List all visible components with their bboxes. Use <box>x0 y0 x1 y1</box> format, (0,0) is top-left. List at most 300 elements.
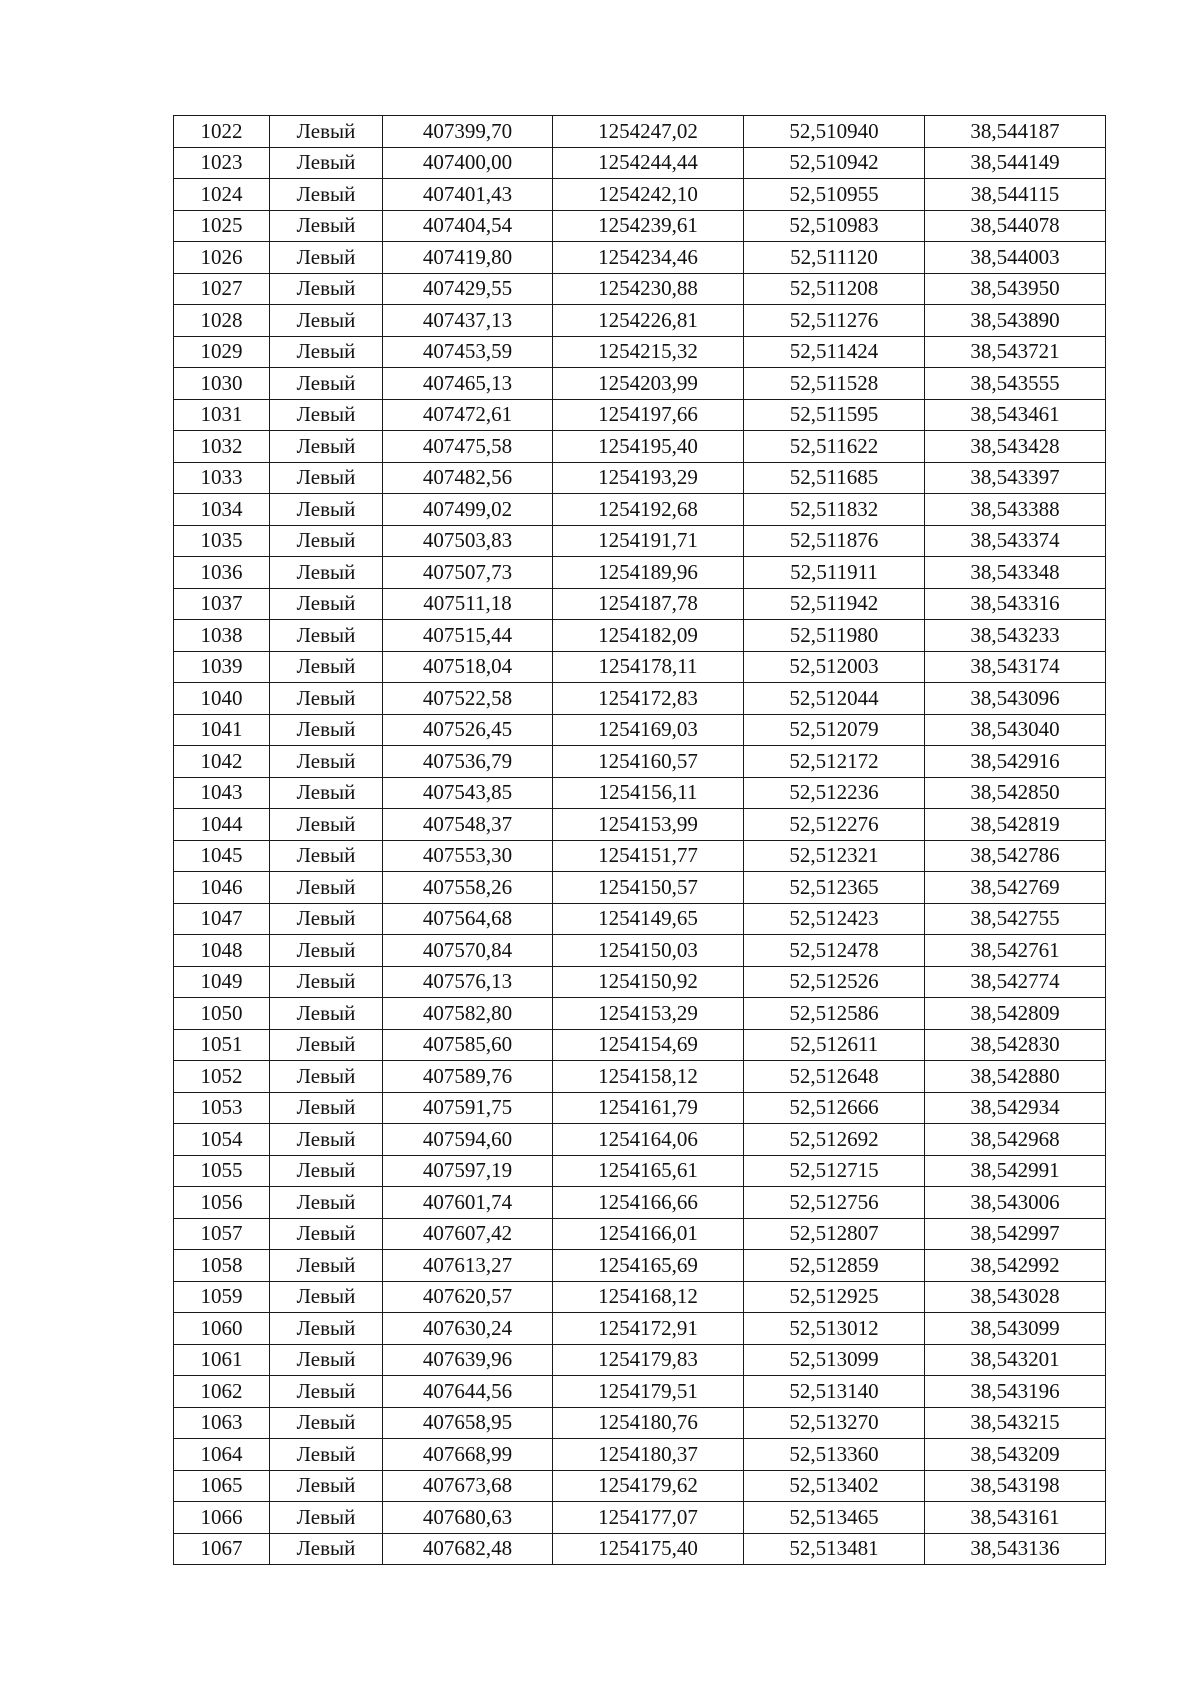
side-cell: Левый <box>270 998 383 1030</box>
y-coordinate-cell: 1254177,07 <box>553 1502 744 1534</box>
longitude-cell: 38,542786 <box>925 840 1106 872</box>
x-coordinate-cell: 407630,24 <box>383 1313 553 1345</box>
point-number-cell: 1052 <box>174 1061 270 1093</box>
x-coordinate-cell: 407570,84 <box>383 935 553 967</box>
x-coordinate-cell: 407548,37 <box>383 809 553 841</box>
longitude-cell: 38,543428 <box>925 431 1106 463</box>
y-coordinate-cell: 1254168,12 <box>553 1281 744 1313</box>
longitude-cell: 38,543136 <box>925 1533 1106 1565</box>
y-coordinate-cell: 1254193,29 <box>553 462 744 494</box>
longitude-cell: 38,543316 <box>925 588 1106 620</box>
table-row <box>174 1344 1106 1376</box>
x-coordinate-cell: 407515,44 <box>383 620 553 652</box>
side-cell: Левый <box>270 1155 383 1187</box>
y-coordinate-cell: 1254175,40 <box>553 1533 744 1565</box>
latitude-cell: 52,512079 <box>744 714 925 746</box>
y-coordinate-cell: 1254226,81 <box>553 305 744 337</box>
x-coordinate-cell: 407472,61 <box>383 399 553 431</box>
y-coordinate-cell: 1254247,02 <box>553 116 744 148</box>
y-coordinate-cell: 1254230,88 <box>553 273 744 305</box>
latitude-cell: 52,511980 <box>744 620 925 652</box>
longitude-cell: 38,542809 <box>925 998 1106 1030</box>
table-row <box>174 683 1106 715</box>
latitude-cell: 52,511208 <box>744 273 925 305</box>
latitude-cell: 52,512611 <box>744 1029 925 1061</box>
point-number-cell: 1030 <box>174 368 270 400</box>
table-row <box>174 1533 1106 1565</box>
side-cell: Левый <box>270 336 383 368</box>
point-number-cell: 1027 <box>174 273 270 305</box>
latitude-cell: 52,511595 <box>744 399 925 431</box>
side-cell: Левый <box>270 1092 383 1124</box>
x-coordinate-cell: 407404,54 <box>383 210 553 242</box>
x-coordinate-cell: 407644,56 <box>383 1376 553 1408</box>
table-row <box>174 305 1106 337</box>
table-row <box>174 1313 1106 1345</box>
table-row <box>174 620 1106 652</box>
y-coordinate-cell: 1254150,92 <box>553 966 744 998</box>
point-number-cell: 1041 <box>174 714 270 746</box>
latitude-cell: 52,513099 <box>744 1344 925 1376</box>
side-cell: Левый <box>270 273 383 305</box>
point-number-cell: 1035 <box>174 525 270 557</box>
side-cell: Левый <box>270 1187 383 1219</box>
x-coordinate-cell: 407526,45 <box>383 714 553 746</box>
x-coordinate-cell: 407482,56 <box>383 462 553 494</box>
point-number-cell: 1056 <box>174 1187 270 1219</box>
point-number-cell: 1053 <box>174 1092 270 1124</box>
x-coordinate-cell: 407639,96 <box>383 1344 553 1376</box>
y-coordinate-cell: 1254179,51 <box>553 1376 744 1408</box>
latitude-cell: 52,512715 <box>744 1155 925 1187</box>
side-cell: Левый <box>270 966 383 998</box>
x-coordinate-cell: 407522,58 <box>383 683 553 715</box>
coordinates-table <box>173 115 1106 1565</box>
table-row <box>174 777 1106 809</box>
point-number-cell: 1065 <box>174 1470 270 1502</box>
latitude-cell: 52,510942 <box>744 147 925 179</box>
x-coordinate-cell: 407597,19 <box>383 1155 553 1187</box>
point-number-cell: 1051 <box>174 1029 270 1061</box>
side-cell: Левый <box>270 746 383 778</box>
latitude-cell: 52,512172 <box>744 746 925 778</box>
point-number-cell: 1024 <box>174 179 270 211</box>
point-number-cell: 1039 <box>174 651 270 683</box>
table-row <box>174 809 1106 841</box>
side-cell: Левый <box>270 903 383 935</box>
side-cell: Левый <box>270 1533 383 1565</box>
latitude-cell: 52,513481 <box>744 1533 925 1565</box>
side-cell: Левый <box>270 368 383 400</box>
x-coordinate-cell: 407601,74 <box>383 1187 553 1219</box>
table-row <box>174 746 1106 778</box>
side-cell: Левый <box>270 872 383 904</box>
y-coordinate-cell: 1254242,10 <box>553 179 744 211</box>
side-cell: Левый <box>270 147 383 179</box>
side-cell: Левый <box>270 242 383 274</box>
table-row <box>174 1092 1106 1124</box>
point-number-cell: 1028 <box>174 305 270 337</box>
longitude-cell: 38,542880 <box>925 1061 1106 1093</box>
y-coordinate-cell: 1254234,46 <box>553 242 744 274</box>
latitude-cell: 52,511424 <box>744 336 925 368</box>
longitude-cell: 38,543721 <box>925 336 1106 368</box>
point-number-cell: 1043 <box>174 777 270 809</box>
y-coordinate-cell: 1254165,69 <box>553 1250 744 1282</box>
point-number-cell: 1032 <box>174 431 270 463</box>
side-cell: Левый <box>270 431 383 463</box>
y-coordinate-cell: 1254172,83 <box>553 683 744 715</box>
side-cell: Левый <box>270 620 383 652</box>
longitude-cell: 38,542992 <box>925 1250 1106 1282</box>
y-coordinate-cell: 1254203,99 <box>553 368 744 400</box>
longitude-cell: 38,543099 <box>925 1313 1106 1345</box>
y-coordinate-cell: 1254164,06 <box>553 1124 744 1156</box>
longitude-cell: 38,543028 <box>925 1281 1106 1313</box>
side-cell: Левый <box>270 305 383 337</box>
longitude-cell: 38,543388 <box>925 494 1106 526</box>
longitude-cell: 38,543890 <box>925 305 1106 337</box>
latitude-cell: 52,512586 <box>744 998 925 1030</box>
x-coordinate-cell: 407594,60 <box>383 1124 553 1156</box>
latitude-cell: 52,512648 <box>744 1061 925 1093</box>
point-number-cell: 1064 <box>174 1439 270 1471</box>
y-coordinate-cell: 1254179,83 <box>553 1344 744 1376</box>
y-coordinate-cell: 1254182,09 <box>553 620 744 652</box>
latitude-cell: 52,512756 <box>744 1187 925 1219</box>
table-row <box>174 1376 1106 1408</box>
longitude-cell: 38,543397 <box>925 462 1106 494</box>
longitude-cell: 38,542997 <box>925 1218 1106 1250</box>
longitude-cell: 38,543348 <box>925 557 1106 589</box>
y-coordinate-cell: 1254192,68 <box>553 494 744 526</box>
y-coordinate-cell: 1254180,37 <box>553 1439 744 1471</box>
x-coordinate-cell: 407507,73 <box>383 557 553 589</box>
y-coordinate-cell: 1254179,62 <box>553 1470 744 1502</box>
latitude-cell: 52,512666 <box>744 1092 925 1124</box>
point-number-cell: 1057 <box>174 1218 270 1250</box>
latitude-cell: 52,511528 <box>744 368 925 400</box>
latitude-cell: 52,513465 <box>744 1502 925 1534</box>
longitude-cell: 38,543374 <box>925 525 1106 557</box>
side-cell: Левый <box>270 840 383 872</box>
point-number-cell: 1049 <box>174 966 270 998</box>
latitude-cell: 52,512003 <box>744 651 925 683</box>
side-cell: Левый <box>270 116 383 148</box>
x-coordinate-cell: 407668,99 <box>383 1439 553 1471</box>
table-row <box>174 116 1106 148</box>
table-row <box>174 1155 1106 1187</box>
x-coordinate-cell: 407475,58 <box>383 431 553 463</box>
table-row <box>174 1029 1106 1061</box>
y-coordinate-cell: 1254172,91 <box>553 1313 744 1345</box>
longitude-cell: 38,542916 <box>925 746 1106 778</box>
latitude-cell: 52,513270 <box>744 1407 925 1439</box>
side-cell: Левый <box>270 809 383 841</box>
longitude-cell: 38,542819 <box>925 809 1106 841</box>
x-coordinate-cell: 407585,60 <box>383 1029 553 1061</box>
longitude-cell: 38,542934 <box>925 1092 1106 1124</box>
x-coordinate-cell: 407576,13 <box>383 966 553 998</box>
side-cell: Левый <box>270 1124 383 1156</box>
point-number-cell: 1025 <box>174 210 270 242</box>
latitude-cell: 52,512478 <box>744 935 925 967</box>
side-cell: Левый <box>270 651 383 683</box>
longitude-cell: 38,543461 <box>925 399 1106 431</box>
latitude-cell: 52,511622 <box>744 431 925 463</box>
point-number-cell: 1058 <box>174 1250 270 1282</box>
side-cell: Левый <box>270 1470 383 1502</box>
longitude-cell: 38,544115 <box>925 179 1106 211</box>
table-row <box>174 179 1106 211</box>
x-coordinate-cell: 407437,13 <box>383 305 553 337</box>
latitude-cell: 52,511911 <box>744 557 925 589</box>
longitude-cell: 38,543040 <box>925 714 1106 746</box>
table-row <box>174 998 1106 1030</box>
x-coordinate-cell: 407453,59 <box>383 336 553 368</box>
x-coordinate-cell: 407682,48 <box>383 1533 553 1565</box>
point-number-cell: 1033 <box>174 462 270 494</box>
table-row <box>174 714 1106 746</box>
table-row <box>174 935 1106 967</box>
table-row <box>174 273 1106 305</box>
x-coordinate-cell: 407503,83 <box>383 525 553 557</box>
side-cell: Левый <box>270 935 383 967</box>
point-number-cell: 1062 <box>174 1376 270 1408</box>
side-cell: Левый <box>270 1407 383 1439</box>
x-coordinate-cell: 407518,04 <box>383 651 553 683</box>
latitude-cell: 52,510940 <box>744 116 925 148</box>
y-coordinate-cell: 1254165,61 <box>553 1155 744 1187</box>
y-coordinate-cell: 1254169,03 <box>553 714 744 746</box>
longitude-cell: 38,542968 <box>925 1124 1106 1156</box>
point-number-cell: 1040 <box>174 683 270 715</box>
side-cell: Левый <box>270 1218 383 1250</box>
y-coordinate-cell: 1254197,66 <box>553 399 744 431</box>
y-coordinate-cell: 1254153,99 <box>553 809 744 841</box>
y-coordinate-cell: 1254178,11 <box>553 651 744 683</box>
latitude-cell: 52,511685 <box>744 462 925 494</box>
longitude-cell: 38,543096 <box>925 683 1106 715</box>
latitude-cell: 52,511876 <box>744 525 925 557</box>
point-number-cell: 1037 <box>174 588 270 620</box>
longitude-cell: 38,542761 <box>925 935 1106 967</box>
y-coordinate-cell: 1254150,57 <box>553 872 744 904</box>
y-coordinate-cell: 1254154,69 <box>553 1029 744 1061</box>
table-row <box>174 147 1106 179</box>
table-row <box>174 525 1106 557</box>
table-row <box>174 210 1106 242</box>
x-coordinate-cell: 407511,18 <box>383 588 553 620</box>
longitude-cell: 38,543209 <box>925 1439 1106 1471</box>
point-number-cell: 1048 <box>174 935 270 967</box>
table-row <box>174 462 1106 494</box>
point-number-cell: 1061 <box>174 1344 270 1376</box>
x-coordinate-cell: 407465,13 <box>383 368 553 400</box>
longitude-cell: 38,543196 <box>925 1376 1106 1408</box>
latitude-cell: 52,510983 <box>744 210 925 242</box>
x-coordinate-cell: 407558,26 <box>383 872 553 904</box>
y-coordinate-cell: 1254195,40 <box>553 431 744 463</box>
side-cell: Левый <box>270 494 383 526</box>
latitude-cell: 52,512859 <box>744 1250 925 1282</box>
longitude-cell: 38,544187 <box>925 116 1106 148</box>
side-cell: Левый <box>270 1502 383 1534</box>
longitude-cell: 38,543174 <box>925 651 1106 683</box>
y-coordinate-cell: 1254166,66 <box>553 1187 744 1219</box>
point-number-cell: 1045 <box>174 840 270 872</box>
latitude-cell: 52,512276 <box>744 809 925 841</box>
point-number-cell: 1036 <box>174 557 270 589</box>
side-cell: Левый <box>270 1376 383 1408</box>
latitude-cell: 52,512423 <box>744 903 925 935</box>
y-coordinate-cell: 1254189,96 <box>553 557 744 589</box>
x-coordinate-cell: 407589,76 <box>383 1061 553 1093</box>
table-row <box>174 399 1106 431</box>
longitude-cell: 38,542991 <box>925 1155 1106 1187</box>
point-number-cell: 1059 <box>174 1281 270 1313</box>
y-coordinate-cell: 1254150,03 <box>553 935 744 967</box>
x-coordinate-cell: 407499,02 <box>383 494 553 526</box>
point-number-cell: 1044 <box>174 809 270 841</box>
table-row <box>174 1407 1106 1439</box>
point-number-cell: 1023 <box>174 147 270 179</box>
latitude-cell: 52,512236 <box>744 777 925 809</box>
y-coordinate-cell: 1254160,57 <box>553 746 744 778</box>
y-coordinate-cell: 1254151,77 <box>553 840 744 872</box>
y-coordinate-cell: 1254244,44 <box>553 147 744 179</box>
longitude-cell: 38,544149 <box>925 147 1106 179</box>
point-number-cell: 1042 <box>174 746 270 778</box>
point-number-cell: 1063 <box>174 1407 270 1439</box>
point-number-cell: 1022 <box>174 116 270 148</box>
table-row <box>174 368 1106 400</box>
y-coordinate-cell: 1254161,79 <box>553 1092 744 1124</box>
point-number-cell: 1026 <box>174 242 270 274</box>
x-coordinate-cell: 407536,79 <box>383 746 553 778</box>
y-coordinate-cell: 1254166,01 <box>553 1218 744 1250</box>
y-coordinate-cell: 1254149,65 <box>553 903 744 935</box>
latitude-cell: 52,512365 <box>744 872 925 904</box>
side-cell: Левый <box>270 1061 383 1093</box>
latitude-cell: 52,511120 <box>744 242 925 274</box>
x-coordinate-cell: 407401,43 <box>383 179 553 211</box>
latitude-cell: 52,511832 <box>744 494 925 526</box>
point-number-cell: 1047 <box>174 903 270 935</box>
x-coordinate-cell: 407419,80 <box>383 242 553 274</box>
longitude-cell: 38,543950 <box>925 273 1106 305</box>
latitude-cell: 52,510955 <box>744 179 925 211</box>
x-coordinate-cell: 407582,80 <box>383 998 553 1030</box>
table-row <box>174 494 1106 526</box>
table-row <box>174 840 1106 872</box>
table-row <box>174 966 1106 998</box>
side-cell: Левый <box>270 1344 383 1376</box>
table-row <box>174 1439 1106 1471</box>
point-number-cell: 1031 <box>174 399 270 431</box>
x-coordinate-cell: 407613,27 <box>383 1250 553 1282</box>
point-number-cell: 1038 <box>174 620 270 652</box>
y-coordinate-cell: 1254187,78 <box>553 588 744 620</box>
latitude-cell: 52,511942 <box>744 588 925 620</box>
table-row <box>174 903 1106 935</box>
latitude-cell: 52,513012 <box>744 1313 925 1345</box>
longitude-cell: 38,542830 <box>925 1029 1106 1061</box>
x-coordinate-cell: 407673,68 <box>383 1470 553 1502</box>
side-cell: Левый <box>270 462 383 494</box>
side-cell: Левый <box>270 557 383 589</box>
point-number-cell: 1050 <box>174 998 270 1030</box>
side-cell: Левый <box>270 179 383 211</box>
point-number-cell: 1054 <box>174 1124 270 1156</box>
table-row <box>174 1502 1106 1534</box>
latitude-cell: 52,512321 <box>744 840 925 872</box>
table-row <box>174 1061 1106 1093</box>
x-coordinate-cell: 407680,63 <box>383 1502 553 1534</box>
x-coordinate-cell: 407543,85 <box>383 777 553 809</box>
y-coordinate-cell: 1254239,61 <box>553 210 744 242</box>
latitude-cell: 52,512692 <box>744 1124 925 1156</box>
point-number-cell: 1034 <box>174 494 270 526</box>
table-row <box>174 651 1106 683</box>
side-cell: Левый <box>270 1029 383 1061</box>
longitude-cell: 38,543006 <box>925 1187 1106 1219</box>
table-row <box>174 1470 1106 1502</box>
y-coordinate-cell: 1254180,76 <box>553 1407 744 1439</box>
side-cell: Левый <box>270 777 383 809</box>
x-coordinate-cell: 407399,70 <box>383 116 553 148</box>
latitude-cell: 52,512044 <box>744 683 925 715</box>
longitude-cell: 38,543215 <box>925 1407 1106 1439</box>
point-number-cell: 1066 <box>174 1502 270 1534</box>
point-number-cell: 1029 <box>174 336 270 368</box>
x-coordinate-cell: 407620,57 <box>383 1281 553 1313</box>
latitude-cell: 52,512807 <box>744 1218 925 1250</box>
latitude-cell: 52,512526 <box>744 966 925 998</box>
table-row <box>174 336 1106 368</box>
longitude-cell: 38,542850 <box>925 777 1106 809</box>
x-coordinate-cell: 407607,42 <box>383 1218 553 1250</box>
point-number-cell: 1046 <box>174 872 270 904</box>
longitude-cell: 38,542755 <box>925 903 1106 935</box>
longitude-cell: 38,543555 <box>925 368 1106 400</box>
point-number-cell: 1055 <box>174 1155 270 1187</box>
longitude-cell: 38,542769 <box>925 872 1106 904</box>
longitude-cell: 38,543233 <box>925 620 1106 652</box>
table-row <box>174 557 1106 589</box>
x-coordinate-cell: 407553,30 <box>383 840 553 872</box>
side-cell: Левый <box>270 683 383 715</box>
x-coordinate-cell: 407658,95 <box>383 1407 553 1439</box>
longitude-cell: 38,544078 <box>925 210 1106 242</box>
latitude-cell: 52,513402 <box>744 1470 925 1502</box>
table-row <box>174 1187 1106 1219</box>
x-coordinate-cell: 407429,55 <box>383 273 553 305</box>
longitude-cell: 38,543201 <box>925 1344 1106 1376</box>
side-cell: Левый <box>270 1439 383 1471</box>
table-row <box>174 1281 1106 1313</box>
longitude-cell: 38,542774 <box>925 966 1106 998</box>
x-coordinate-cell: 407591,75 <box>383 1092 553 1124</box>
longitude-cell: 38,544003 <box>925 242 1106 274</box>
table-row <box>174 242 1106 274</box>
table-row <box>174 588 1106 620</box>
latitude-cell: 52,511276 <box>744 305 925 337</box>
side-cell: Левый <box>270 210 383 242</box>
longitude-cell: 38,543161 <box>925 1502 1106 1534</box>
table-row <box>174 872 1106 904</box>
latitude-cell: 52,512925 <box>744 1281 925 1313</box>
